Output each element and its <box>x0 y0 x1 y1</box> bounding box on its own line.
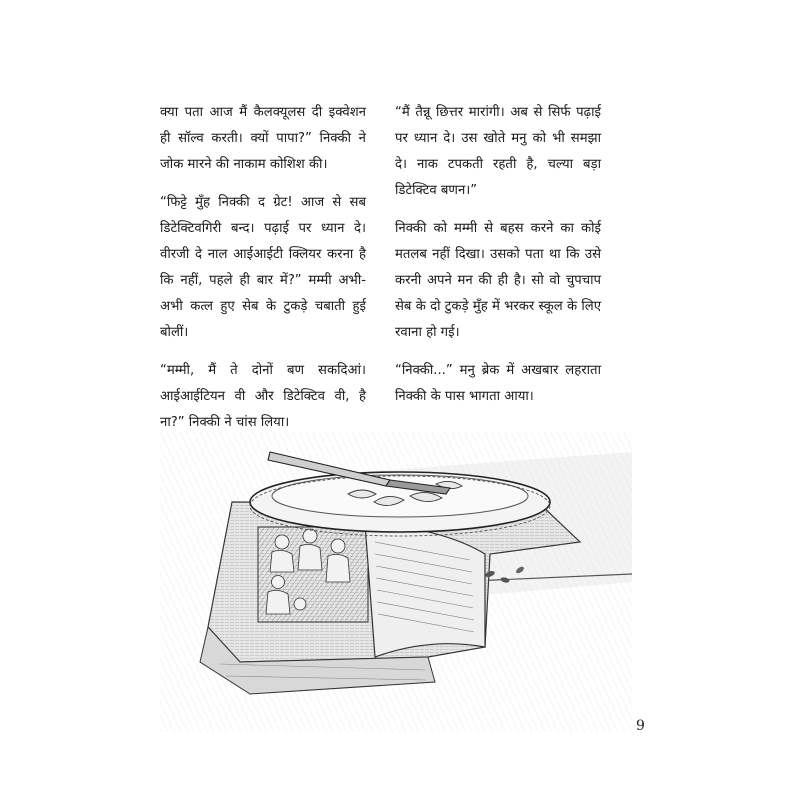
paragraph: “फिट्टे मुँह निक्की द ग्रेट! आज से सब डिटेक्टिवगिरी बन्द। पढ़ाई पर ध्यान दे। वीरजी दे नाल आईआईटी क्लियर करना है कि नहीं, पहले ही बार में?” मम्मी अभी-अभी कत्ल हुए सेब के टुकड़े चबाती हुई बोलीं। <box>160 195 366 340</box>
paragraph: निक्की को मम्मी से बहस करने का कोई मतलब नहीं दिखा। उसको पता था कि उसे करनी अपने मन की ही है। सो वो चुपचाप सेब के दो टुकड़े मुँह में भरकर स्कूल के लिए रवाना हो गई। <box>395 221 601 340</box>
sketch-illustration <box>160 432 632 732</box>
paragraph: “मैं तैन्नू छित्तर मारांगी। अब से सिर्फ पढ़ाई पर ध्यान दे। उस खोते मनु को भी समझा दे। नाक टपकती रहती है, चल्या बड़ा डिटेक्टिव बणन।” <box>395 105 601 198</box>
page-number: 9 <box>636 718 645 734</box>
left-text-column <box>160 100 366 448</box>
right-text-column <box>395 100 601 422</box>
paragraph: क्या पता आज मैं कैलक्यूलस दी इक्वेशन ही सॉल्व करती। क्यों पापा?” निक्की ने जोक मारने की नाकाम कोशिश की। <box>160 105 366 172</box>
paragraph: “निक्की...” मनु ब्रेक में अखबार लहराता निक्की के पास भागता आया। <box>395 363 601 404</box>
paragraph: “मम्मी, मैं ते दोनों बण सकदिआं। आईआईटियन वी और डिटेक्टिव वी, है ना?” निक्की ने चांस लिया। <box>160 363 366 430</box>
